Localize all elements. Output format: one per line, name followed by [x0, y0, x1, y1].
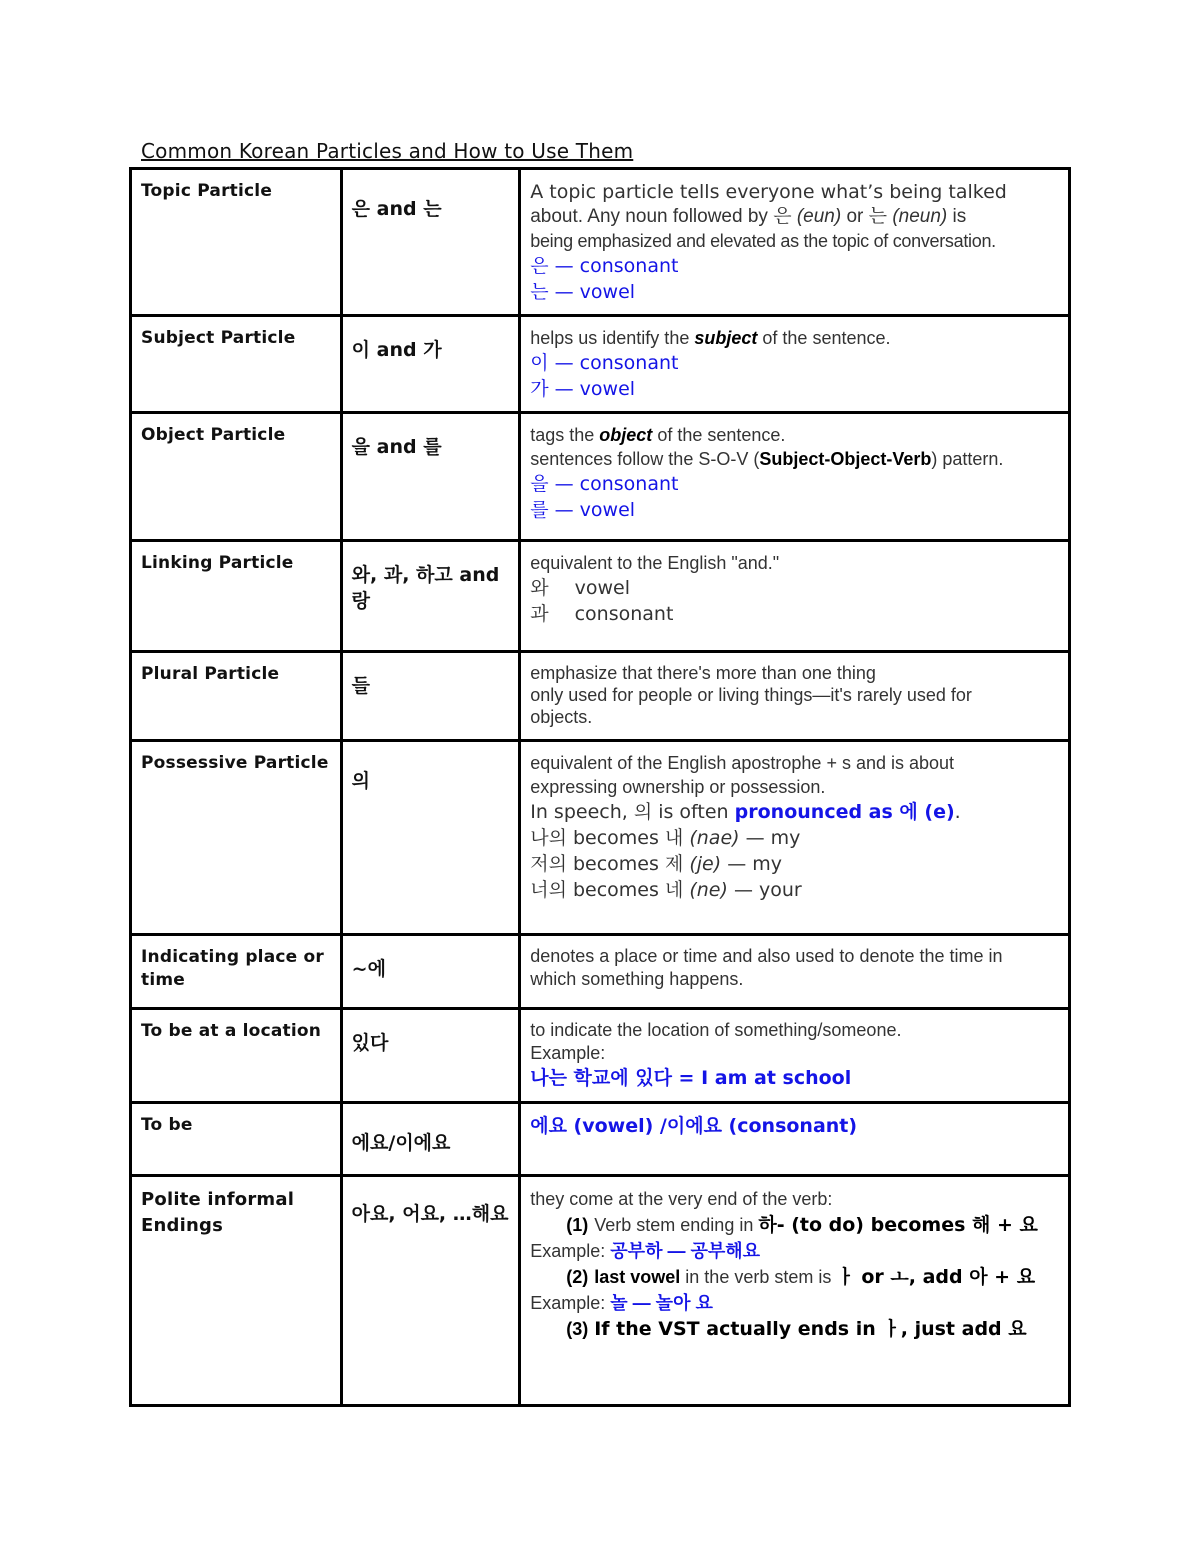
label-cell: [131, 541, 342, 652]
label-cell: [131, 652, 342, 741]
particle-text: ~에: [351, 958, 386, 980]
desc-text: in the verb stem is: [685, 1267, 832, 1287]
row-label: Indicating place or time: [141, 947, 324, 990]
desc-text: — your: [733, 879, 802, 901]
particle-text: 아요, 어요, …해요: [351, 1203, 509, 1225]
table-row: [131, 652, 1070, 741]
particle-cell: [341, 541, 520, 652]
desc-text: .: [954, 801, 961, 823]
emphasis-text: last vowel: [594, 1267, 681, 1287]
label-cell: [131, 1009, 342, 1103]
desc-line: they come at the very end of the verb:: [530, 1189, 833, 1209]
desc-line: expressing ownership or possession.: [530, 777, 826, 797]
desc-text: ) pattern.: [931, 449, 1004, 469]
label-cell: [131, 169, 342, 316]
rule-line: 은 — consonant: [530, 255, 679, 277]
romanization: (neun): [892, 206, 948, 227]
table-row: [131, 1009, 1070, 1103]
desc-line: emphasize that there's more than one thing: [530, 663, 876, 683]
description-cell: [520, 316, 1070, 413]
step-number: (3): [566, 1319, 589, 1339]
romanization: (je): [689, 853, 722, 875]
desc-text: about. Any noun followed by: [530, 206, 768, 227]
label-cell: [131, 1176, 342, 1406]
label-cell: [131, 935, 342, 1009]
particle-cell: [341, 1009, 520, 1103]
particle-text: 을 and 를: [351, 436, 442, 458]
desc-text: 저의 becomes 제: [530, 853, 684, 875]
row-label: Plural Particle: [141, 664, 280, 684]
label-cell: [131, 1103, 342, 1176]
desc-text: is: [952, 206, 967, 227]
particle-text: 있다: [351, 1032, 389, 1054]
row-label: Topic Particle: [141, 181, 273, 201]
description-cell: [520, 1176, 1070, 1406]
description-cell: [520, 1103, 1070, 1176]
label-cell: [131, 316, 342, 413]
row-label: Polite informal Endings: [141, 1189, 295, 1236]
row-label: Object Particle: [141, 425, 286, 445]
rule-line: 는 — vowel: [530, 281, 636, 303]
particle-cell: [341, 1176, 520, 1406]
desc-line: objects.: [530, 707, 593, 727]
rule-line: 를 — vowel: [530, 499, 636, 521]
desc-text: vowel: [574, 577, 630, 599]
particle-text: 와, 과, 하고 and 랑: [351, 564, 500, 612]
row-label: Linking Particle: [141, 553, 294, 573]
description-cell: [520, 741, 1070, 935]
desc-line: only used for people or living things—it's rarely used for: [530, 685, 972, 705]
desc-line: being emphasized and elevated as the topic of conversation.: [530, 231, 996, 251]
rule-line: 에요 (vowel) /이에요 (consonant): [530, 1115, 858, 1137]
desc-text: sentences follow the S-O-V (: [530, 449, 760, 469]
desc-text: In speech, 의 is often: [530, 801, 729, 823]
emphasis-text: ㅏ or ㅗ, add 아 + 요: [836, 1266, 1036, 1288]
desc-text: 나의 becomes 내: [530, 827, 684, 849]
desc-text: Example:: [530, 1241, 606, 1261]
emphasis-text: 하- (to do) becomes 해 + 요: [758, 1214, 1038, 1236]
table-row: [131, 316, 1070, 413]
desc-text: — my: [745, 827, 801, 849]
table-row: [131, 413, 1070, 541]
emphasis-text: subject: [694, 328, 758, 348]
desc-line: equivalent of the English apostrophe + s and is about: [530, 753, 955, 773]
table-row: [131, 1176, 1070, 1406]
desc-text: Verb stem ending in: [594, 1215, 754, 1235]
particle-cell: [341, 1103, 520, 1176]
desc-text: consonant: [574, 603, 674, 625]
table-row: [131, 541, 1070, 652]
row-label: To be at a location: [141, 1021, 322, 1041]
row-label: Possessive Particle: [141, 753, 329, 773]
desc-text: of the sentence.: [657, 425, 786, 445]
emphasis-text: object: [599, 425, 653, 445]
particle-cell: [341, 316, 520, 413]
rule-line: 가 — vowel: [530, 378, 636, 400]
desc-text: 는: [868, 206, 888, 227]
description-cell: [520, 1009, 1070, 1103]
particle-text: 은 and 는: [351, 198, 442, 220]
example-text: 공부하 — 공부해요: [610, 1241, 761, 1261]
table-row: [131, 169, 1070, 316]
step-number: (1): [566, 1215, 589, 1235]
romanization: (nae): [689, 827, 740, 849]
rule-line: 이 — consonant: [530, 352, 679, 374]
desc-line: equivalent to the English "and.": [530, 553, 780, 573]
description-cell: [520, 541, 1070, 652]
particle-cell: [341, 169, 520, 316]
description-cell: [520, 169, 1070, 316]
desc-line: which something happens.: [530, 969, 744, 989]
particle-text: 의: [351, 770, 371, 792]
table-row: [131, 935, 1070, 1009]
step-number: (2): [566, 1267, 589, 1287]
table-row: [131, 741, 1070, 935]
desc-text: 은: [773, 206, 792, 227]
row-label: Subject Particle: [141, 328, 296, 348]
rule-line: 을 — consonant: [530, 473, 679, 495]
label-cell: [131, 413, 342, 541]
desc-text: — my: [727, 853, 782, 875]
desc-line: to indicate the location of something/someone.: [530, 1020, 902, 1040]
example-line: 나는 학교에 있다 = I am at school: [530, 1067, 852, 1089]
desc-text: 과: [530, 603, 549, 625]
description-cell: [520, 413, 1070, 541]
desc-text: 와: [530, 577, 549, 599]
romanization: (eun): [796, 206, 842, 227]
romanization: (ne): [689, 879, 728, 901]
description-cell: [520, 652, 1070, 741]
desc-text: or: [846, 206, 864, 227]
particle-cell: [341, 935, 520, 1009]
desc-text: 너의 becomes 네: [530, 879, 684, 901]
desc-line: Example:: [530, 1043, 606, 1063]
desc-line: A topic particle tells everyone what’s being talked: [530, 181, 1007, 203]
emphasis-text: pronounced as 에 (e): [734, 801, 955, 823]
particle-text: 들: [351, 675, 371, 697]
emphasis-text: If the VST actually ends in ㅏ, just add 요: [594, 1318, 1027, 1340]
table-row: [131, 1103, 1070, 1176]
desc-text: helps us identify the: [530, 328, 690, 348]
row-label: To be: [141, 1115, 193, 1135]
particle-cell: [341, 652, 520, 741]
desc-text: of the sentence.: [762, 328, 891, 348]
description-cell: [520, 935, 1070, 1009]
particle-cell: [341, 413, 520, 541]
particle-text: 에요/이에요: [351, 1132, 451, 1154]
emphasis-text: Subject-Object-Verb: [759, 449, 932, 469]
desc-text: tags the: [530, 425, 595, 445]
label-cell: [131, 741, 342, 935]
document-title: Common Korean Particles and How to Use Them: [141, 139, 634, 163]
desc-line: denotes a place or time and also used to denote the time in: [530, 946, 1003, 966]
particles-table: [129, 167, 1071, 1407]
particle-text: 이 and 가: [351, 339, 442, 361]
desc-text: Example:: [530, 1293, 606, 1313]
example-text: 놀 — 놀아 요: [610, 1293, 713, 1313]
particle-cell: [341, 741, 520, 935]
